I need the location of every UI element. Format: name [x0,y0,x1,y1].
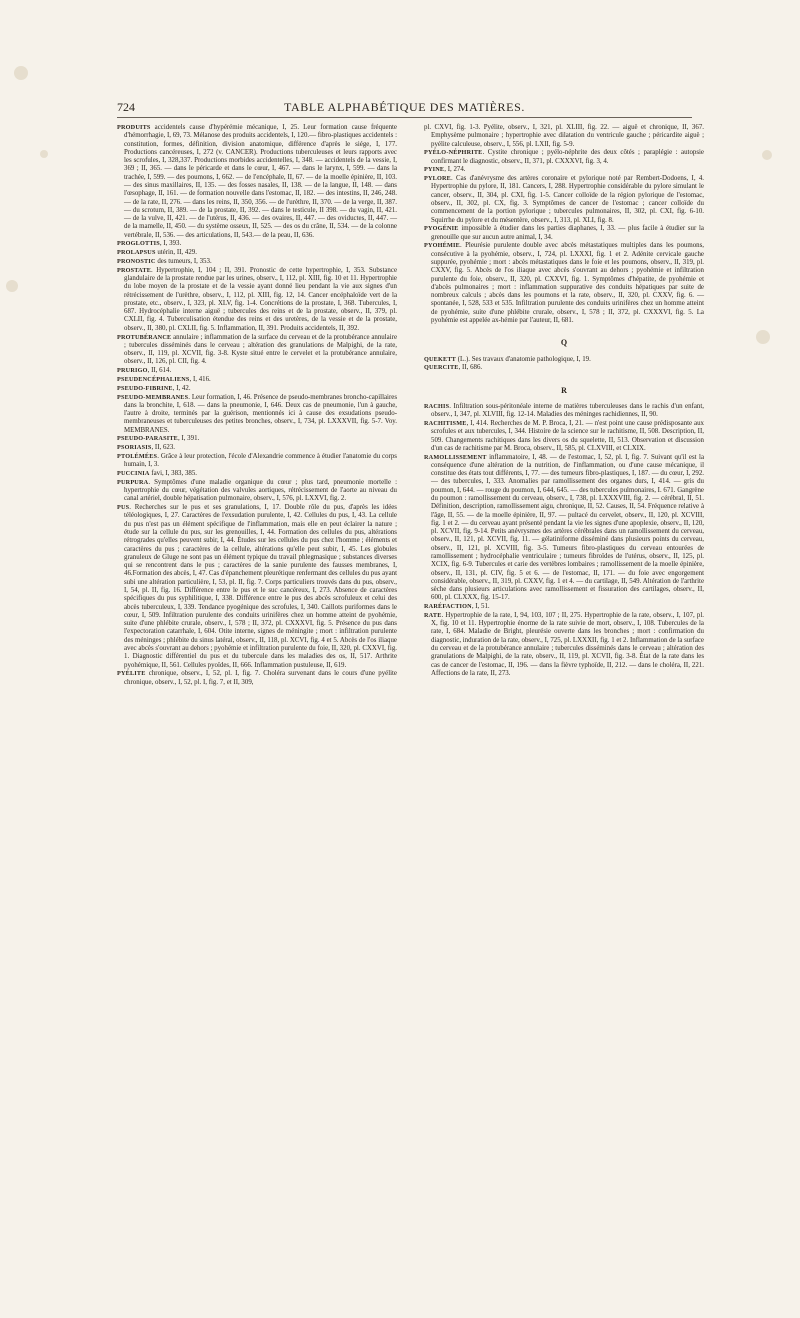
entry-headword: PUCCINIA [117,470,150,478]
entry-text: . Hypertrophie de la rate, I, 94, 103, 107 ; II, 275. Hypertrophie de la rate, observ., I, 107, pl. X, fig. 10 et 11. Hypertrophie énorme de la rate suivie de mort, observ., I, 108. Tubercules de la rate, I, 684. Maladie de Bright, pleurésie ouverte dans les bronches ; mort : confirmation du diagnostic, induration de la rate, observ., I, 725, pl. LXXXII, fig. 1 et 2. Inflammation de la surface du cerveau et de la protubérance annulaire ; tubercules disséminés dans le cerveau ; altération des granulations de Malpighi, de la rate, observ., II, 119, pl. XCVII, fig. 3-8. État de la rate dans les cas de cancer de l'estomac, II, 196. — dans la fièvre typhoïde, II, 212. — dans le choléra, II, 221. Affections de la rate, II, 273. [431,611,704,677]
entry-text: , I, 42. [172,384,191,392]
index-entry [424,175,704,225]
index-entry [424,612,704,678]
entry-text: impossible à étudier dans les parties diaphanes, I, 33. — plus facile à étudier sur la grenouille que sur aucun autre animal, I, 34. [431,225,704,241]
entry-text: pl. CXVI, fig. 1-3. Pyélite, observ., I, 321, pl. XLIII, fig. 22. — aiguë et chronique, II, 367. Emphysème pulmonaire ; hypertrophie avec dilatation du ventricule gauche ; péricardite aiguë ; pyélite calculeuse, observ., I, 556, pl. LXII, fig. 5-9. [424,124,704,148]
entry-text: inflammatoire, I, 48. — de l'estomac, I, 52, pl. I, fig. 7. Suivant qu'il est la conséquence d'une altération de la nutrition, de l'inflammation, ou d'une cause mécanique, il constitue des états tout différents, I, 77. — des tumeurs fibro-plastiques, I, 187. — du cœur, I, 292. — des tubercules, I, 333. Anomalies par ramollissement des organes durs, I, 414. — gris du poumon, I, 644. — rouge du poumon, I, 644, 645. — des tubercules pulmonaires, I. 671. Gangrène du poumon : ramollissement du cerveau, observ., I, 738, pl. LXXXVIII, fig. 2. — cérébral, II, 51. Définition, description, ramollissement aigu, chronique, II, 52. Causes, II, 54. Fréquence relative à l'âge, II, 55. — de la moelle épinière, II, 97. — pultacé du cervelet, observ., II, 120, pl. XCVIII, fig. 1 et 2. — du cerveau ayant présenté pendant la vie les signes d'une apoplexie, observ., II, 120, pl. XCVII, fig. 9-14. Petits anévrysmes des artères cérébrales dans un ramollissement du cerveau, observ., II, 121, pl. XCVII, fig. 11. — gélatiniforme disséminé dans plusieurs points du cerveau, observ., II, 121, pl. XCVIII, fig. 3-5. Tumeurs fibro-plastiques du cerveau entourées de ramollissement ; hydrocéphalie ventriculaire ; tumeurs fibroïdes de l'utérus, observ., II, 125, pl. XCIX, fig. 6-9. Tubercules et carie des vertèbres lombaires ; ramollissement de la moelle épinière, observ., II, 131, pl. CIV, fig. 5 et 6. — de l'estomac, II, 171. — du foie avec engorgement considérable, observ., II, 319, pl. CXXV, fig. 1 et 4. — du cartilage, II, 549. Altération de l'arthrite sèche dans plusieurs articulations avec ramollissement et fissuration des cartilages, observ., II, 600, pl. CLXXX, fig. 15-17. [431,453,704,602]
entry-headword: PSEUDENCÉPHALIENS [117,375,190,383]
entry-text: . Pleurésie purulente double avec abcès métastatiques multiples dans les poumons, consécutive à la pyohémie, observ., I, 724, pl. LXXXI, fig. 1 et 2. Adénite cervicale gauche suppurée, pyohémie ; mort : abcès métastatiques dans le foie et les poumons, observ., II, 319, pl. CXXV, fig. 5. Abcès de l'os iliaque avec abcès s'ouvrant au dehors ; pyohémie et infiltration purulente du foie, observ., II, 320, pl. CXXVI, fig. 1. Symptômes d'hépatite, de pyohémie et d'abcès pulmonaires ; mort : inflammation suppurative des conduits hépatiques par suite de nombreux calculs ; abcès dans les poumons et la rate, observ., II, 320, pl. CXXV, fig. 6. — spontanée, I, 528, 533 et 535. Infiltration purulente des conduits urinifères chez un homme atteint de pyohémie, suite d'une phlébite crurale, observ., I, 578 ; II, 372, pl. CXXXVI, fig. 5. La pyohémie est appelée ax-hémie par l'auteur, II, 681. [431,242,704,324]
entry-text: , I, 51. [471,603,490,611]
index-entry [117,367,397,375]
entry-text: , II, 614. [147,367,172,375]
entry-headword: PRONOSTIC [117,258,156,265]
entry-headword: PRURIGO [117,367,148,375]
index-entry [117,334,397,367]
index-entry [117,385,397,393]
index-entry [424,166,704,174]
paper-stain [756,330,770,344]
entry-text: , II, 686. [458,364,483,372]
index-entry [117,479,397,504]
entry-text: . Infiltration sous-péritonéale interne de matières tuberculeuses dans le rachis d'un enfant, observ., I, 347, pl. XLVIII, fig. 12-14. Maladies des méninges rachidiennes, II, 90. [431,402,704,419]
index-entry [117,670,397,687]
page-number: 724 [117,100,135,114]
entry-text: . Cas d'anévrysme des artères coronaire et pylorique noté par Rembert-Dodoens, I, 4. Hypertrophie du pylore, II, 181. Cancers, I, 288. Hypertrophie considérable du pylore simulant le cancer, observ., II, 304, pl. CXI, fig. 1-5. Cancer colloïde de la région pylorique de l'estomac, observ., II, 302, pl. CX, fig. 3. Symptômes de cancer de l'estomac ; cancer colloïde du commencement de la portion pylorique ; tubercules pulmonaires, II, 302, pl. CXI, fig. 6-10. Squirrhe du pylore et du mésentère, observ., I, 313, pl. XLI, fig. 8. [431,175,704,224]
entry-headword: RAMOLLISSEMENT [424,453,487,461]
index-entry [117,470,397,478]
paper-stain [14,66,28,80]
index-entry [117,444,397,452]
index-entry [117,249,397,257]
entry-text: , I, 414. Recherches de M. P. Broca, I, 21. — n'est point une cause prédisposante aux scrofules et aux tubercules, I, 344. Histoire de la science sur le rachitisme, II, 508. Description, II, 509. Changements rachitiques dans les divers os du squelette, II, 513. Observation et discussion d'un cas de rachitisme par M. Broca, observ., II, 585, pl. CLXVIII, et CLXIX. [431,419,704,452]
entry-headword: PYOHÉMIE [424,242,460,250]
entry-text: . Hypertrophie, I, 104 ; II, 391. Pronostic de cette hypertrophie, I, 353. Substance glandulaire de la prostate rendue par les urines, observ., I, 112, pl. XIII, fig. 10 et 11. Hypertrophie du lobe moyen de la prostate et de la vessie ayant donné lieu pendant la vie aux signes d'un rétrécissement de l'urèthre, observ., I, 112, pl. XIII, fig. 12, 14. Cancer encéphaloïde vert de la prostate, etc., observ., I, 323, pl. XLV, fig. 1-4. Concrétions de la prostate, I, 368. Tubercules, I, 687. Hydrocéphalie interne aiguë ; tubercules des reins et de la prostate, observ., II, 379, pl. CXLII, fig. 4. Tuberculisation étendue des reins et des uretères, de la vessie et de la prostate, observ., II, 380, pl. CXLII, fig. 5. Inflammation, II, 391. Produits accidentels, II, 392. [124,266,397,332]
entry-headword: RATE [424,611,442,619]
running-title: TABLE ALPHABÉTIQUE DES MATIÈRES. [284,100,525,114]
entry-text: . Leur formation, I, 46. Présence de pseudo-membranes broncho-capillaires dans la bronchite, I, 618. — dans la pneumonie, I, 646. Deux cas de pneumonie, l'un à gauche, l'autre à droite, terminés par la guérison, mentionnés ici à cause des exsudations pseudo-membraneuses et tuberculeuses des petites bronches, observ., I, 734, pl. LXXXVII, fig. 5-7. Voy. MEMBRANES. [124,393,397,434]
entry-text: . Symptômes d'une maladie organique du cœur ; plus tard, pneumonie mortelle : hypertrophie du cœur, végétation des valvules aortiques, rétrécissement de l'aorte au niveau du canal artériel, double hépatisation pulmonaire, observ., I, 576, pl. LXXVI, fig. 2. [124,478,397,503]
entry-text: , I, 393. [159,240,182,248]
entry-text: , II, 623. [151,444,176,452]
entry-text: annulaire ; inflammation de la surface du cerveau et de la protubérance annulaire ; tubercules disséminés dans le cerveau ; altération des granulations de Malpighi, de la rate, observ., II, 119, pl. XCVII, fig. 3-8. Kyste situé entre le cervelet et la protubérance annulaire, observ., II, 126, pl. CII, fig. 4. [124,333,397,366]
index-column-right [424,124,704,679]
entry-headword: PSEUDO-FIBRINE [117,384,173,392]
index-entry [117,394,397,435]
entry-text: . Recherches sur le pus et ses granulations, I, 17. Double rôle du pus, d'après les idées téléologiques, I, 27. Caractères de l'exsudation purulente, I, 42. Cellules du pus, I, 43. La cellule du pus n'est pas un élément spécifique de l'inflammation, mais elle en peut éclairer la nature ; étude sur la cellule du pus, sur les grenouilles, I, 44. Formation des cellules du pus, altérations rétrogrades qu'elles peuvent subir, I, 44. Études sur les cellules du pus chez l'homme ; éléments et caractères du pus ; caractères de la cellule, altérations qu'elle peut subir, I, 45. Les globules granuleux de Gluge ne sont pas un élément typique du travail phlegmasique ; substances diverses qui se rencontrent dans le pus ; caractères de la sanie purulente des fausses membranes, I, 46.Formation des abcès, I, 47. Cas d'épanchement pleurétique renfermant des cellules du pus ayant subi une altération particulière, I, 53, pl. II, fig. 7. Corps particuliers trouvés dans du pus, observ., I, 54, pl. II, fig. 16. Différence entre le pus et le suc cancéreux, I, 273. Absence de caractères spécifiques du pus syphilitique, I, 338. Différence entre le pus des abcès scrofuleux et celui des abcès tuberculeux, I, 339. Tendance pyogénique des scrofules, I, 340. Caillots puriformes dans le cœur, I, 509. Infiltration purulente des conduits urinifères chez un homme atteint de pyohémie, suite d'une phlébite crurale, observ., I, 578 ; II, 372, pl. CXXXVI, fig. 5. Présence du pus dans l'expectoration catarrhale, I, 604. Otite interne, signes de méningite ; mort : infiltration purulente des méninges ; phlébite du sinus latéral, observ., II, 118, pl. XCVI, fig. 4 et 5. Abcès de l'os iliaque avec abcès s'ouvrant au dehors ; pyohémie et infiltration purulente du foie, II, 320, pl. CXXVI, fig. 1. Diagnostic différentiel du pus et du tubercule dans les maladies des os, II, 517. Arthrite pyohémique, II, 561. Cellules pyoïdes, II, 666. Inflammation pustuleuse, II, 619. [124,504,397,669]
entry-headword: PRODUITS [117,124,151,131]
entry-text: , I, 274. [444,166,466,174]
entry-text: favi, I, 383, 385. [149,470,198,478]
page-header [117,100,692,118]
paper-stain [6,280,18,292]
entry-text: . Cystite chronique ; pyélo-néphrite des deux côtés ; paraplégie : autopsie confirmant le diagnostic, observ., II, 371, pl. CXXXVI, fig. 3, 4. [431,149,704,165]
entry-headword: RACHITISME [424,419,467,427]
entry-headword: PURPURA [117,478,149,486]
index-entry [424,124,704,149]
index-entry [424,242,704,325]
index-entry [424,149,704,166]
entry-headword: PROGLOTTIS [117,240,160,248]
entry-text: , I, 416. [189,375,211,383]
entry-headword: PROTUBÉRANCE [117,333,172,341]
entry-headword: QUERCITE [424,364,459,372]
paper-stain [762,150,772,160]
index-entry [424,603,704,611]
index-entry [117,435,397,443]
paper-stain [40,150,48,158]
entry-text: , I, 391. [178,435,200,443]
entry-headword: PSEUDO-MEMBRANES [117,393,189,401]
entry-headword: RARÉFACTION [424,603,472,611]
entry-headword: PROSTATE [117,266,152,274]
entry-headword: PYÉLITE [117,670,146,678]
entry-headword: PSEUDO-PARASITE [117,435,178,443]
entry-headword: PYÉLO-NÉPHRITE [424,149,483,157]
index-entry [117,376,397,384]
entry-headword: PYOGÉNIE [424,225,459,233]
entry-headword: PROLAPSUS [117,249,156,257]
index-entry [424,356,704,364]
entry-text: . Grâce à leur protection, l'école d'Alexandrie commence à étudier l'anatomie du corps humain, I, 3. [124,452,397,469]
index-entry [424,454,704,603]
index-entry [117,267,397,333]
section-letter-heading: Q [560,338,568,348]
index-entry [424,420,704,453]
entry-headword: QUEKETT [424,355,457,363]
entry-headword: PSORIASIS [117,444,152,452]
index-entry [117,240,397,248]
entry-headword: PUS [117,504,130,512]
index-entry [117,453,397,470]
index-column-left [117,124,397,687]
entry-headword: PTOLÉMÉES [117,452,158,460]
index-entry [424,225,704,242]
entry-headword: PYINE [424,166,445,174]
index-entry [117,258,397,266]
index-entry [424,403,704,420]
entry-text: (L.). Ses travaux d'anatomie pathologique, I, 19. [456,355,591,363]
index-entry [117,504,397,670]
entry-text: chronique, observ., I, 52, pl. I, fig. 7. Choléra survenant dans le cours d'une pyélite chronique, observ., I, 52, pl. I, fig. 7, et II, 309, [124,670,397,686]
entry-text: des tumeurs, I, 353. [155,258,212,265]
index-entry [117,124,397,240]
entry-text: accidentels cause d'hypérémie mécanique, I, 25. Leur formation cause fréquente d'hémorrhagie, I, 69, 73. Mélanose des produits accidentels, I, 120.— fibro-plastiques accidentels : constitution, formes, définition, division anatomique, différence d'après le siége, I, 177. Productions cancéreuses, I, 272 (v. CANCER). Productions tuberculeuses et leurs rapports avec les scrofules, I, 328,337. Productions morbides accidentelles, I, 348. — accidentels de la vessie, I, 369 ; II, 365. — dans le péricarde et dans le cœur, I, 467. — dans le larynx, I, 599. — dans la trachée, I, 599. — des poumons, I, 662. — de l'encéphale, II, 67. — de la moelle épinière, II, 103. — des sinus maxillaires, II, 135. — des fosses nasales, II, 138. — de la langue, II, 148. — dans l'œsophage, II, 161. — de formation nouvelle dans l'estomac, II, 182. — des intestins, II, 246, 248. — de la rate, II, 276. — dans les reins, II, 350, 356. — de l'urèthre, II, 370. — de la verge, II, 387. — du scrotum, II, 389. — de la prostate, II, 392. — dans le testicule, II 398. — du vagin, II, 421. — de la vulve, II, 421. — de l'utérus, II, 436. — des ovaires, II, 447. — des oviductes, II, 447. — de la mamelle, II, 450. — du système osseux, II, 525. — des os du crâne, II, 534. — de la colonne vertébrale, II, 536. — des articulations, II, 543.— de la peau, II, 636. [124,124,397,239]
entry-headword: PYLORE [424,175,451,183]
section-letter-heading: R [561,385,567,395]
entry-headword: RACHIS [424,402,450,410]
index-entry [424,364,704,372]
entry-text: utérin, II, 429. [155,249,197,257]
